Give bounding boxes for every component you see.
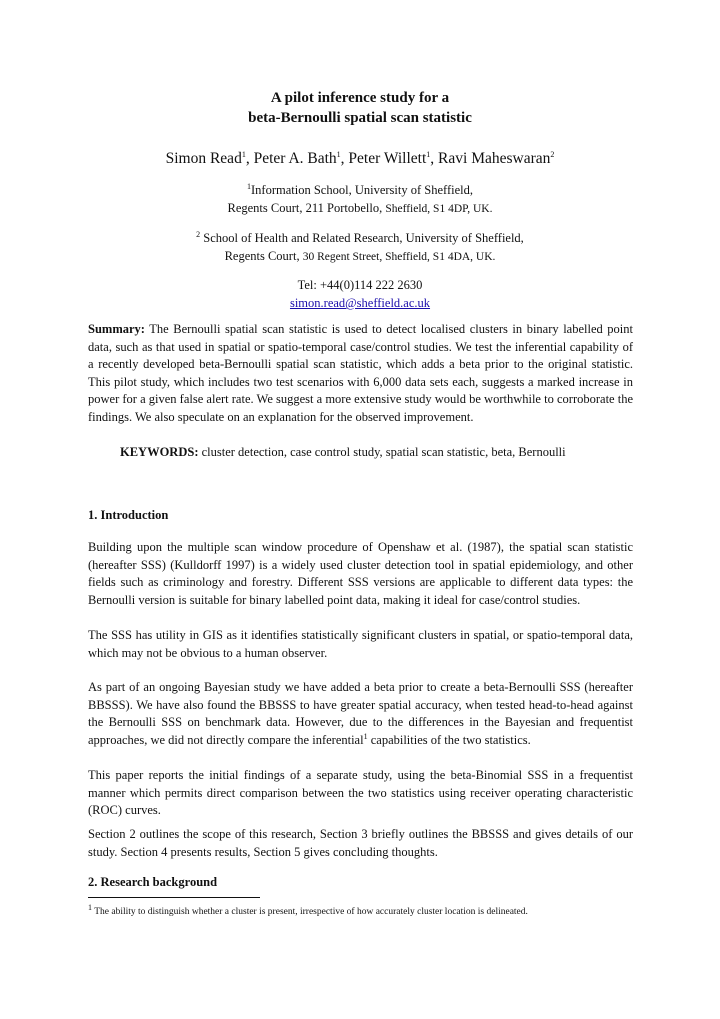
author-list: Simon Read$^1$, Peter A. Bath$^1$, Peter Willett$^1$, Ravi Maheswaran$^2$ — [165, 149, 555, 167]
section-heading-background: 2. Research background — [88, 875, 218, 889]
section-heading-introduction: 1. Introduction — [88, 508, 169, 522]
keywords-label: KEYWORDS: — [120, 445, 199, 459]
paragraph-text: capabilities of the two statistics. — [367, 732, 531, 747]
body-paragraph: Section 2 outlines the scope of this research, Section 3 briefly outlines the BBSSS and gives details of our study. Section 4 presents results, Section 5 gives concluding thoughts. — [88, 827, 633, 859]
email-link[interactable]: simon.read@sheffield.ac.uk — [289, 296, 431, 310]
author-name: Ravi Maheswaran — [438, 150, 551, 167]
affiliation-line: 30 Regent Street, Sheffield, S1 4DA, UK. — [302, 251, 496, 263]
keywords-line — [120, 444, 640, 461]
author-affiliation-marker: 1 — [426, 149, 431, 159]
footnote-marker: 1 — [88, 902, 92, 912]
affiliation-1 — [60, 181, 660, 218]
title-line-1: A pilot inference study for a — [270, 90, 450, 106]
author-affiliation-marker: 2 — [550, 149, 555, 159]
affiliation-marker: 2 — [196, 229, 201, 239]
telephone: Tel: +44(0)114 222 2630 — [297, 278, 423, 292]
affiliation-line: Information School, University of Sheffield, — [251, 183, 473, 197]
affiliation-marker: 1 — [247, 181, 252, 191]
paper-title — [60, 88, 660, 128]
summary-paragraph — [88, 321, 633, 426]
author-name: Peter A. Bath — [253, 150, 337, 167]
affiliation-line: School of Health and Related Research, University of Sheffield, — [203, 231, 524, 245]
author-name: Peter Willett — [348, 150, 427, 167]
body-paragraph — [88, 679, 633, 749]
affiliation-line: Sheffield, S1 4DP, UK. — [385, 203, 493, 215]
affiliation-2 — [60, 229, 660, 266]
footnote-divider — [88, 897, 260, 898]
paragraph-text: As part of an ongoing Bayesian study we have added a beta prior to create a beta-Bernoulli SSS (hereafter BBSSS). We have also found the BBSSS to have greater spatial accuracy, when tested head-to-head against the Bernoulli SSS on benchmark data. However, due to the differences in the Bayesian and frequentist approaches, we did not directly compare the inferential — [88, 680, 633, 747]
body-paragraph: Building upon the multiple scan window procedure of Openshaw et al. (1987), the spatial scan statistic (hereafter SSS) (Kulldorff 1997) is a widely used cluster detection tool in spatial epidemiology, and other fields such as criminology and forestry. Different SSS versions are applicable to different data types: the Bernoulli version is suitable for binary labelled point data, making it ideal for case/control studies. — [88, 540, 633, 607]
affiliation-line: Regents Court, 211 Portobello, — [227, 201, 386, 215]
author-affiliation-marker: 1 — [336, 149, 341, 159]
summary-label: Summary: — [88, 322, 145, 336]
affiliation-line: Regents Court, — [224, 249, 303, 263]
body-paragraph: The SSS has utility in GIS as it identifies statistically significant clusters in spatial, or spatio-temporal data, which may not be obvious to a human observer. — [88, 628, 633, 660]
footnote-text: The ability to distinguish whether a cluster is present, irrespective of how accurately cluster location is delineated. — [92, 907, 528, 917]
footnote-marker: 1 — [363, 731, 368, 741]
title-line-2: beta-Bernoulli spatial scan statistic — [248, 110, 472, 126]
contact-block — [60, 276, 660, 312]
body-paragraph: This paper reports the initial findings of a separate study, using the beta-Binomial SSS in a frequentist manner which permits direct comparison between the two statistics using receiver operating characteristic (ROC) curves. — [88, 768, 633, 817]
footnote — [88, 902, 648, 919]
summary-text: The Bernoulli spatial scan statistic is used to detect localised clusters in binary labelled point data, such as that used in spatial or spatio-temporal case/control studies. We test the inferential capability of a recently developed beta-Bernoulli spatial scan statistic, which adds a beta prior to the original statistic. This pilot study, which includes two test scenarios with 6,000 data sets each, suggests a marked increase in power for a given false alert rate. We suggest a more extensive study would be worthwhile to corroborate the findings. We also speculate on an explanation for the observed improvement. — [88, 322, 633, 424]
author-name: Simon Read — [165, 150, 242, 167]
author-affiliation-marker: 1 — [241, 149, 246, 159]
keywords-text: cluster detection, case control study, spatial scan statistic, beta, Bernoulli — [198, 445, 566, 459]
